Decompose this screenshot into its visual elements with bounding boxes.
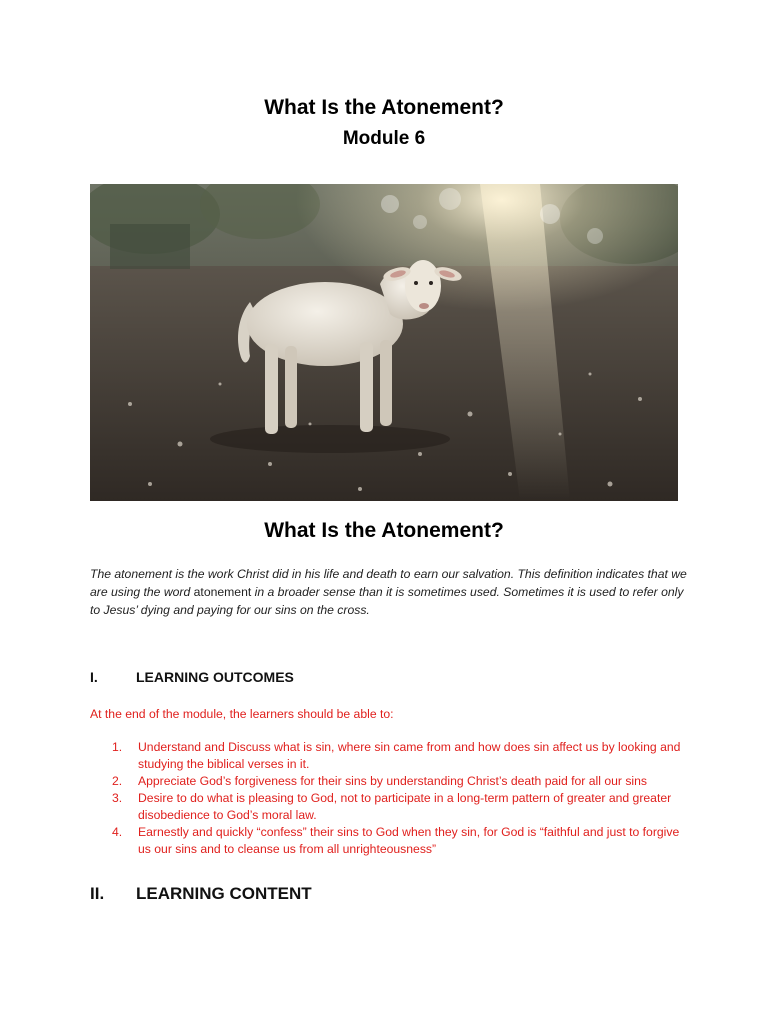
intro-emphasis: atonement [193,585,252,599]
intro-text-part1: The atonement is the work Christ did in his life and death to earn our salvation. This definition indicates that we are using the word [90,567,687,599]
list-item [90,773,690,790]
outcomes-lead: At the end of the module, the learners should be able to: [90,707,394,721]
intro-paragraph [90,565,690,619]
list-item-number: 4. [112,825,123,839]
intro-text-part2: in a broader sense than it is sometimes used. Sometimes it is used to refer only to Jesus’ dying and paying for our sins on the cross. [90,585,684,617]
list-item-number: 2. [112,774,123,788]
lamb-photo [90,184,678,501]
list-item [90,824,690,858]
section-heading-text: LEARNING CONTENT [136,884,312,903]
document-subtitle: Module 6 [342,128,426,149]
section-number: I. [90,669,98,685]
section-number: II. [90,884,105,903]
list-item-text: Understand and Discuss what is sin, where sin came from and how does sin affect us by looking and studying the biblical verses in it. [138,740,681,771]
list-item [90,790,690,824]
document-title: What Is the Atonement? [264,96,504,119]
learning-content-heading [90,884,312,904]
list-item-text: Earnestly and quickly “confess” their sins to God when they sin, for God is “faithful and just to forgive us our sins and to cleanse us from all unrighteousness” [138,825,680,856]
list-item-number: 1. [112,740,123,754]
list-item [90,739,690,773]
list-item-text: Appreciate God’s forgiveness for their sins by understanding Christ’s death paid for all our sins [138,774,647,788]
learning-outcomes-heading [90,669,294,685]
list-item-text: Desire to do what is pleasing to God, not to participate in a long-term pattern of greater and greater disobedience to God’s moral law. [138,791,672,822]
list-item-number: 3. [112,791,123,805]
section-heading-text: LEARNING OUTCOMES [136,669,294,685]
section-title: What Is the Atonement? [264,519,504,542]
outcomes-list [90,739,690,858]
